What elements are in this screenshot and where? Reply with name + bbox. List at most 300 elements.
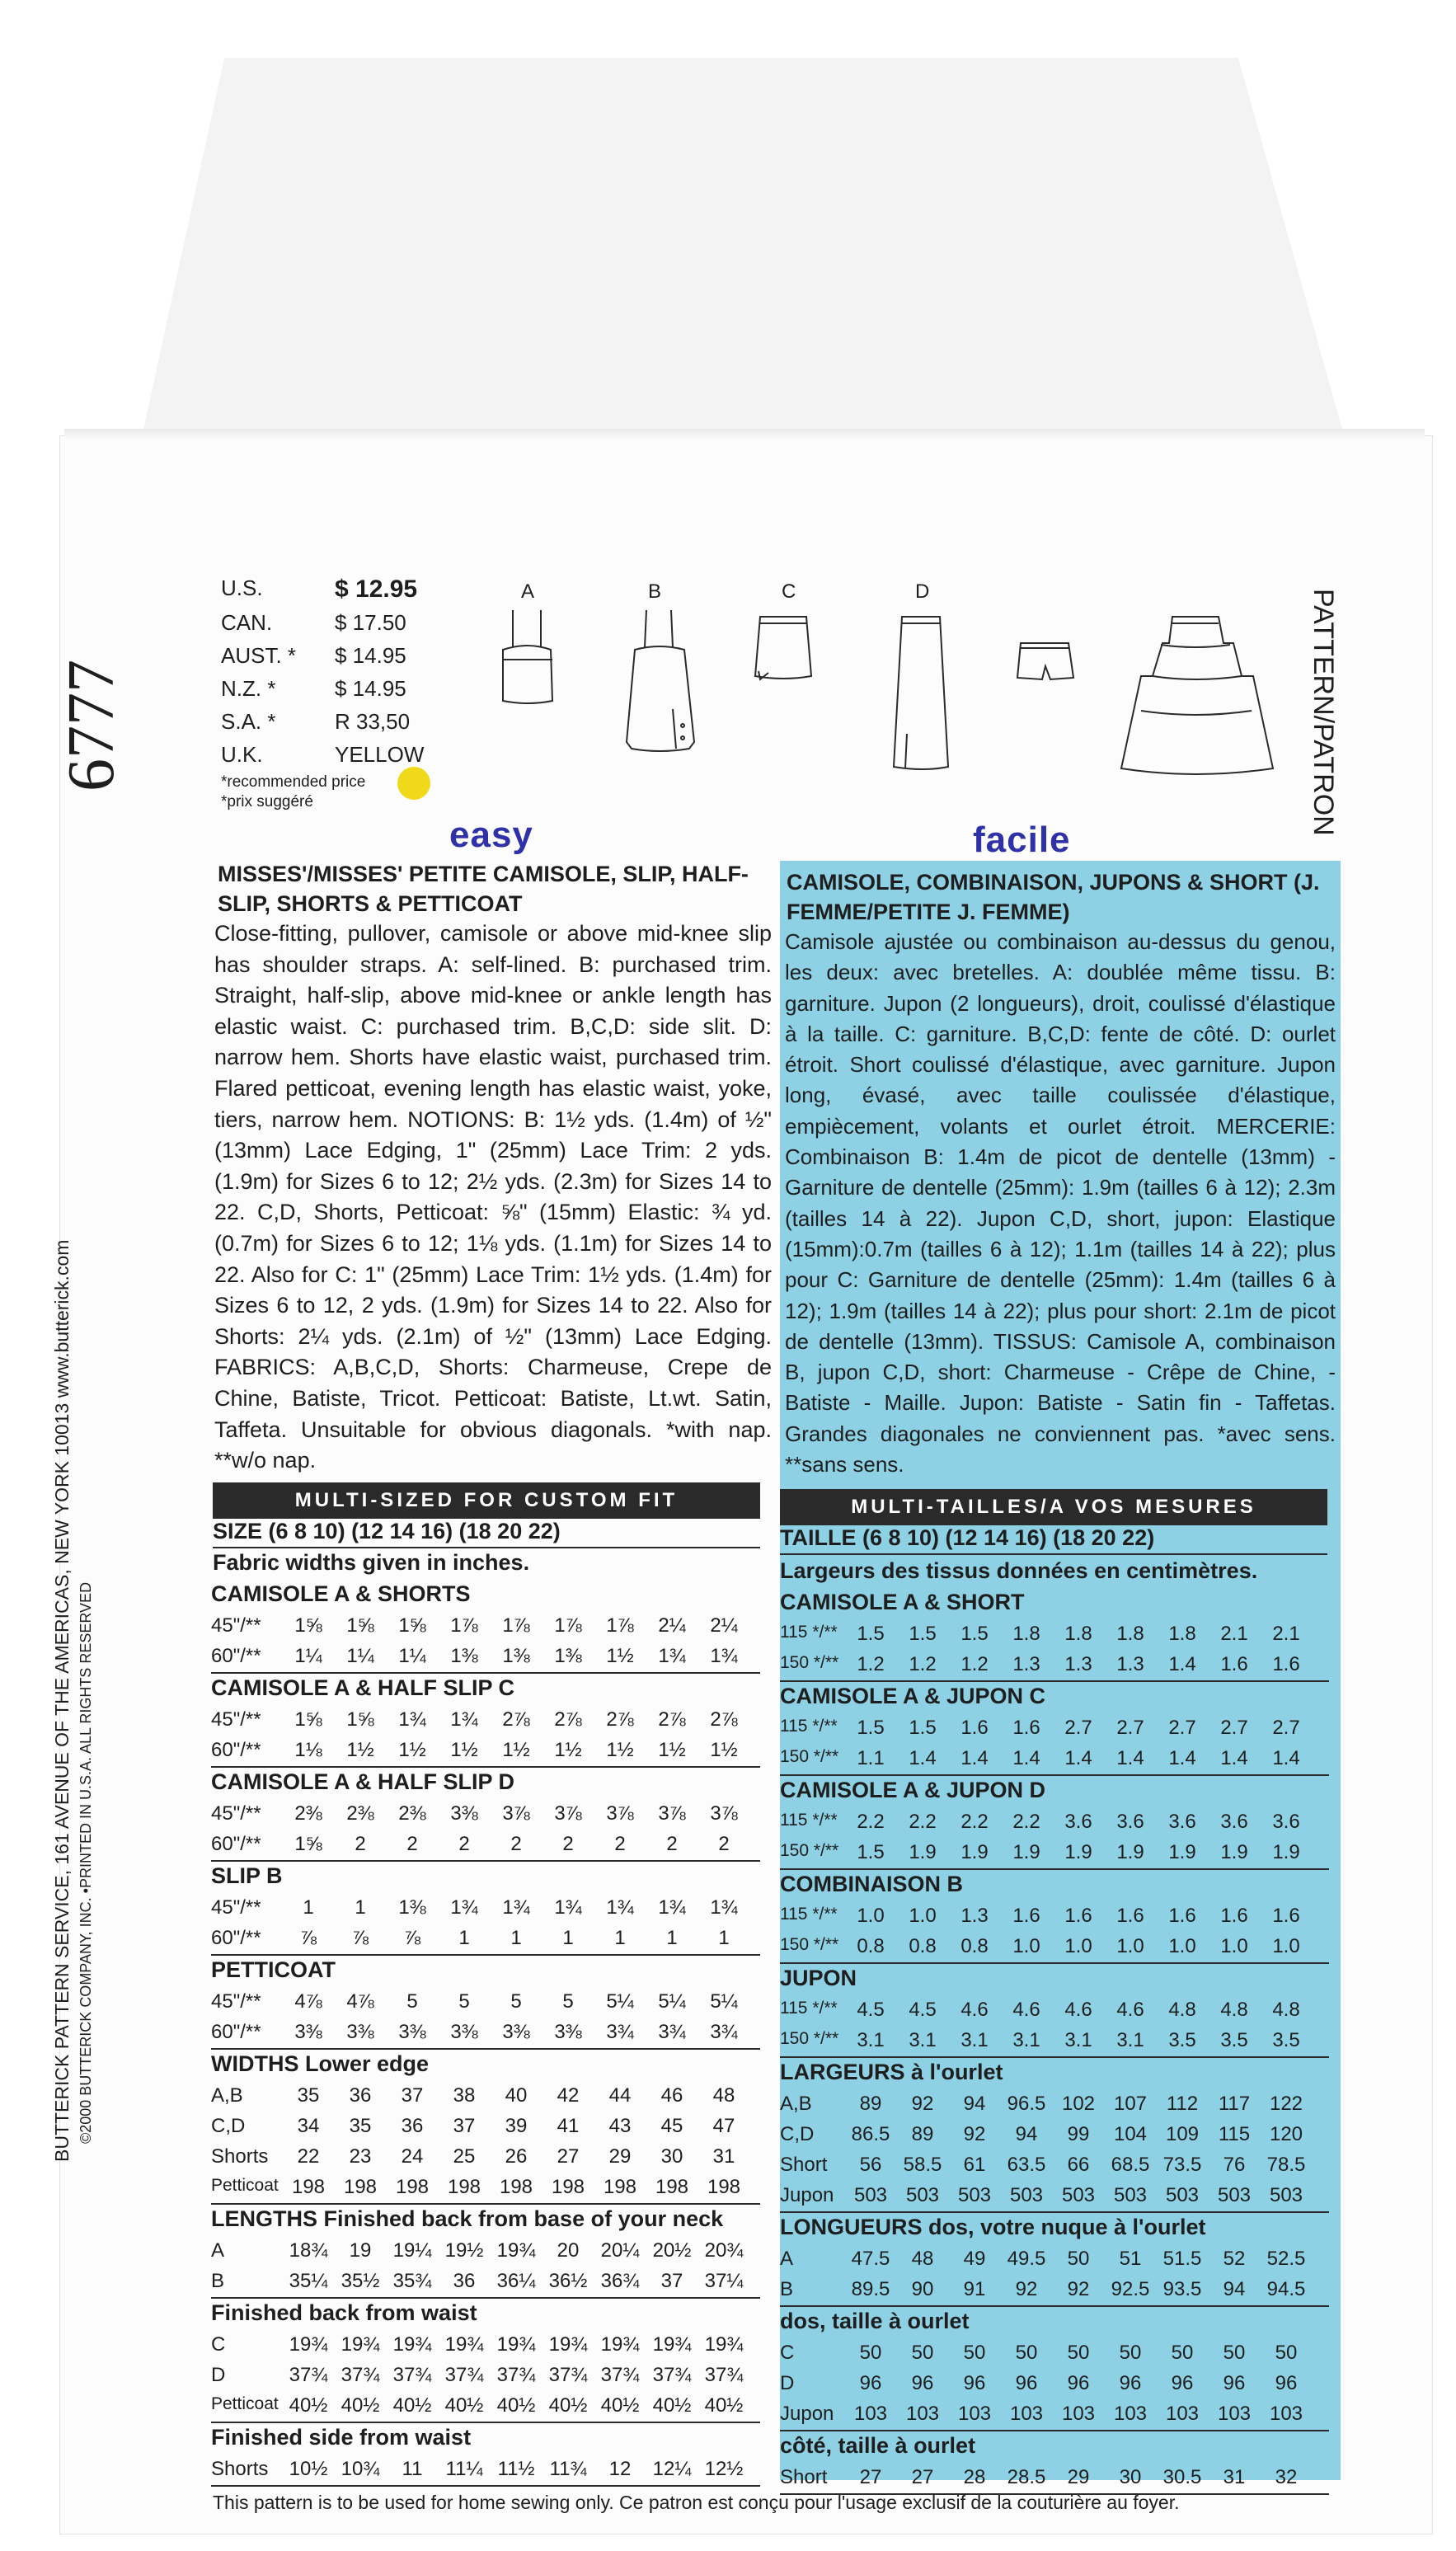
chart-cell: 36¾: [600, 2270, 640, 2292]
chart-cell: 2.1: [1220, 1623, 1248, 1645]
chart-cell: 198: [499, 2176, 533, 2198]
chart-cell: 1.0: [1220, 1935, 1248, 1957]
chart-cell: 3.1: [909, 2029, 937, 2051]
chart-cell: 1.2: [857, 1653, 885, 1675]
chart-cell: 2.2: [857, 1811, 885, 1833]
chart-cell: 37¾: [704, 2364, 744, 2386]
chart-row-label: C,D: [211, 2115, 246, 2137]
chart-cell: 1.9: [1064, 1841, 1092, 1863]
chart-section-title: CAMISOLE A & SHORTS: [211, 1581, 471, 1606]
chart-cell: 4.5: [857, 1999, 885, 2021]
chart-cell: 35¼: [289, 2270, 328, 2292]
chart-cell: 3⅜: [450, 1802, 478, 1825]
chart-cell: 2.2: [909, 1811, 937, 1833]
chart-cell: 3.1: [857, 2029, 885, 2051]
chart-cell: 1.8: [1116, 1623, 1144, 1645]
chart-cell: 103: [1061, 2403, 1096, 2425]
right-chart-banner: MULTI-TAILLES/A VOS MESURES: [780, 1489, 1327, 1525]
chart-cell: 96: [1171, 2372, 1194, 2394]
chart-cell: 1½: [606, 1739, 634, 1761]
chart-cell: 35: [349, 2115, 372, 2137]
chart-cell: 37¾: [341, 2364, 380, 2386]
chart-cell: 96: [1067, 2372, 1090, 2394]
chart-cell: 1⅜: [450, 1645, 478, 1667]
french-body: Camisole ajustée ou combinaison au-dessus du genou, les deux: avec bretelles. A: doublée même tissu. B: garniture. Jupon (2 longueurs), droit, coulissé d'élastique à la taille. C: garniture. B,C,D: fente de côté. D: ourlet étroit. Short coulissé d'élastique, avec garniture. Jupon long, évasé, avec taille coulissée d'élastique, empiècement, volants et ourlet étroit. MERCERIE: Combinaison B: 1.4m de picot de dentelle (13mm) - Garniture de dentelle (25mm): 1.9m (tailles 6 à 12); 2.3m (tailles 14 à 22). Jupon C,D, short, jupon: Elastique (15mm):0.7m (tailles 6 à 12); 1.1m (tailles 14 à 22); plus pour C: Garniture de dentelle (25mm): 1.4m (tailles 6 à 12); 1.9m (tailles 14 à 22); plus pour short: 2.1m de picot de dentelle (13mm). TISSUS: Camisole A, combinaison B, jupon C,D, short: Charmeuse - Crêpe de Chine, - Batiste - Maille. Jupon: Batiste - Satin fin - Taffetas. Grandes diagonales ne conviennent pas. *avec sens. **sans sens.: [785, 929, 1336, 1478]
chart-cell: 23: [349, 2145, 372, 2168]
chart-cell: 61: [963, 2154, 986, 2176]
chart-section-title: Finished side from waist: [211, 2425, 472, 2450]
view-b-sketch: [627, 610, 694, 751]
divider: [780, 2305, 1329, 2307]
chart-row-label: 45"/**: [211, 1708, 261, 1731]
chart-cell: 1⅜: [502, 1645, 530, 1667]
chart-cell: 37: [401, 2084, 424, 2107]
chart-cell: 1¾: [398, 1708, 426, 1731]
chart-cell: 47.5: [851, 2248, 890, 2270]
chart-cell: 2⅜: [294, 1802, 322, 1825]
divider: [780, 2211, 1329, 2213]
chart-cell: 1.6: [1064, 1905, 1092, 1927]
chart-cell: 37¾: [392, 2364, 432, 2386]
chart-cell: 3¾: [606, 2021, 634, 2043]
chart-row-label: A,B: [780, 2093, 812, 2115]
chart-cell: 51.5: [1162, 2248, 1202, 2270]
description-title: MISSES'/MISSES' PETITE CAMISOLE, SLIP, HALF-SLIP, SHORTS & PETTICOAT: [218, 862, 749, 916]
chart-cell: 32: [1275, 2466, 1298, 2488]
chart-cell: 19¾: [341, 2333, 380, 2356]
chart-cell: 35¾: [392, 2270, 432, 2292]
chart-cell: 198: [447, 2176, 481, 2198]
chart-cell: 198: [551, 2176, 585, 2198]
chart-cell: 30: [1119, 2466, 1142, 2488]
chart-cell: 2.7: [1116, 1717, 1144, 1739]
chart-cell: 3.5: [1168, 2029, 1196, 2051]
chart-cell: 50: [1171, 2342, 1194, 2364]
chart-section-title: WIDTHS Lower edge: [211, 2051, 430, 2076]
chart-cell: 1⅛: [294, 1739, 322, 1761]
chart-section-title: LARGEURS à l'ourlet: [780, 2060, 1003, 2084]
chart-cell: 1.4: [1116, 1747, 1144, 1769]
chart-cell: 503: [1113, 2184, 1148, 2206]
chart-cell: 37: [453, 2115, 476, 2137]
chart-cell: 2: [614, 1833, 626, 1855]
chart-cell: 3.1: [960, 2029, 989, 2051]
chart-cell: 1⅝: [294, 1614, 322, 1637]
chart-cell: 36: [453, 2270, 476, 2292]
chart-cell: 73.5: [1162, 2154, 1202, 2176]
price-value: $ 12.95: [335, 576, 418, 603]
chart-cell: 1.9: [960, 1841, 989, 1863]
chart-cell: 3⅞: [606, 1802, 634, 1825]
divider: [780, 1680, 1329, 1682]
chart-cell: 1¼: [398, 1645, 426, 1667]
chart-cell: 5¼: [658, 1990, 686, 2013]
price-note: *recommended price: [221, 773, 366, 791]
chart-cell: 4.6: [1116, 1999, 1144, 2021]
chart-cell: 1.0: [1064, 1935, 1092, 1957]
chart-cell: 40½: [392, 2394, 432, 2417]
chart-cell: 2⅞: [554, 1708, 582, 1731]
view-label: A: [521, 580, 535, 603]
chart-cell: 3⅜: [554, 2021, 582, 2043]
chart-row-label: A,B: [211, 2084, 243, 2107]
chart-cell: 19¾: [289, 2333, 328, 2356]
divider: [780, 1868, 1329, 1870]
chart-cell: 50: [1067, 2342, 1090, 2364]
chart-cell: 35: [297, 2084, 320, 2107]
chart-cell: 1.5: [960, 1623, 989, 1645]
chart-row-label: 150 */**: [780, 1935, 839, 1954]
divider: [211, 2048, 760, 2050]
chart-cell: 1.9: [1272, 1841, 1300, 1863]
chart-cell: 96: [911, 2372, 934, 2394]
chart-cell: 1.3: [960, 1905, 989, 1927]
french-title: CAMISOLE, COMBINAISON, JUPONS & SHORT (J. FEMME/PETITE J. FEMME): [787, 870, 1320, 924]
chart-cell: 19: [349, 2239, 372, 2262]
chart-cell: 12: [608, 2458, 632, 2480]
chart-cell: 40½: [548, 2394, 588, 2417]
price-row: [221, 610, 444, 643]
view-d-sketch: [894, 617, 948, 769]
chart-cell: 1.6: [1012, 1717, 1040, 1739]
chart-cell: 50: [911, 2342, 934, 2364]
price-country: N.Z. *: [221, 676, 276, 701]
chart-cell: 2¼: [710, 1614, 738, 1637]
chart-cell: 1.4: [1012, 1747, 1040, 1769]
chart-cell: 4.8: [1272, 1999, 1300, 2021]
chart-row-label: Short: [780, 2154, 828, 2176]
chart-cell: 2.1: [1272, 1623, 1300, 1645]
chart-section-title: LENGTHS Finished back from base of your neck: [211, 2206, 724, 2231]
chart-cell: 51: [1119, 2248, 1142, 2270]
chart-cell: 49: [963, 2248, 986, 2270]
chart-cell: 1: [458, 1927, 470, 1949]
price-country: U.S.: [221, 576, 263, 600]
chart-row-label: 150 */**: [780, 1841, 839, 1860]
chart-cell: 96: [1015, 2372, 1038, 2394]
chart-section-title: Finished back from waist: [211, 2300, 477, 2325]
chart-cell: 1.4: [960, 1747, 989, 1769]
footer-note: This pattern is to be used for home sewing only. Ce patron est conçu pour l'usage exclusif de la couturière au foyer.: [213, 2492, 1180, 2513]
chart-cell: 3⅜: [398, 2021, 426, 2043]
chart-cell: 58.5: [903, 2154, 942, 2176]
chart-cell: 115: [1218, 2123, 1251, 2145]
chart-cell: 1¾: [554, 1896, 582, 1919]
price-country: AUST. *: [221, 643, 297, 668]
chart-cell: 1.0: [857, 1905, 885, 1927]
chart-cell: 1.5: [857, 1623, 885, 1645]
chart-cell: 40½: [600, 2394, 640, 2417]
chart-cell: 2.7: [1272, 1717, 1300, 1739]
chart-cell: 92.5: [1111, 2278, 1150, 2300]
chart-cell: 22: [297, 2145, 320, 2168]
chart-row-label: 45"/**: [211, 1896, 261, 1919]
chart-cell: 91: [963, 2278, 986, 2300]
chart-row-label: A: [780, 2248, 794, 2270]
price-row: [221, 676, 444, 709]
chart-cell: 1.9: [1168, 1841, 1196, 1863]
chart-cell: 2⅞: [502, 1708, 530, 1731]
chart-row-label: 115 */**: [780, 1905, 838, 1924]
chart-cell: 11¾: [549, 2458, 587, 2480]
chart-cell: 1⅞: [502, 1614, 530, 1637]
chart-cell: 1.0: [1272, 1935, 1300, 1957]
price-value: $ 17.50: [335, 610, 406, 635]
chart-cell: 89: [911, 2123, 934, 2145]
chart-cell: 103: [957, 2403, 992, 2425]
chart-cell: 2: [562, 1833, 574, 1855]
chart-section-title: CAMISOLE A & JUPON D: [780, 1778, 1046, 1802]
chart-cell: 3.6: [1116, 1811, 1144, 1833]
chart-cell: 1.8: [1064, 1623, 1092, 1645]
chart-cell: 503: [1009, 2184, 1044, 2206]
chart-cell: 4⅞: [346, 1990, 374, 2013]
chart-row-label: B: [780, 2278, 794, 2300]
chart-cell: 3⅜: [346, 2021, 374, 2043]
divider: [211, 2485, 760, 2487]
chart-cell: 3.1: [1012, 2029, 1040, 2051]
chart-cell: 31: [1223, 2466, 1246, 2488]
chart-cell: 1.4: [1220, 1747, 1248, 1769]
chart-row-label: D: [780, 2372, 795, 2394]
chart-cell: 92: [911, 2093, 934, 2115]
chart-cell: 29: [1067, 2466, 1090, 2488]
chart-cell: 1: [303, 1896, 314, 1919]
chart-cell: 1½: [346, 1739, 374, 1761]
copyright-line: ©2000 BUTTERICK COMPANY, INC. •PRINTED IN U.S.A. ALL RIGHTS RESERVED: [77, 1581, 94, 2144]
chart-cell: 27: [557, 2145, 580, 2168]
chart-cell: 30.5: [1162, 2466, 1202, 2488]
chart-cell: 24: [401, 2145, 424, 2168]
price-row: [221, 643, 444, 676]
chart-cell: 36: [401, 2115, 424, 2137]
chart-cell: 198: [291, 2176, 326, 2198]
left-chart-subheader: Fabric widths given in inches.: [213, 1550, 530, 1575]
chart-cell: 503: [1061, 2184, 1096, 2206]
chart-cell: 28.5: [1007, 2466, 1046, 2488]
chart-cell: 5¼: [606, 1990, 634, 2013]
chart-cell: 1: [510, 1927, 522, 1949]
chart-cell: 37¾: [289, 2364, 328, 2386]
chart-cell: 44: [608, 2084, 632, 2107]
chart-cell: 96: [963, 2372, 986, 2394]
chart-row-label: 150 */**: [780, 1653, 839, 1672]
price-note: *prix suggéré: [221, 793, 313, 810]
chart-cell: 68.5: [1111, 2154, 1150, 2176]
chart-row-label: 60"/**: [211, 2021, 261, 2043]
chart-row-label: A: [211, 2239, 225, 2262]
chart-cell: 1.4: [1168, 1747, 1196, 1769]
view-label: B: [648, 580, 662, 603]
chart-cell: 92: [963, 2123, 986, 2145]
chart-cell: 120: [1269, 2123, 1303, 2145]
chart-cell: 1½: [554, 1739, 582, 1761]
chart-cell: 89.5: [851, 2278, 890, 2300]
chart-cell: 2⅜: [346, 1802, 374, 1825]
chart-cell: 3⅞: [710, 1802, 738, 1825]
chart-cell: 503: [853, 2184, 888, 2206]
chart-section-title: COMBINAISON B: [780, 1872, 963, 1896]
chart-cell: 103: [1165, 2403, 1200, 2425]
divider: [211, 2203, 760, 2205]
chart-cell: 5: [406, 1990, 418, 2013]
chart-cell: 122: [1269, 2093, 1303, 2115]
chart-cell: ⅞: [403, 1927, 420, 1949]
chart-cell: 1⅜: [398, 1896, 426, 1919]
chart-cell: 31: [712, 2145, 735, 2168]
chart-cell: 11: [402, 2458, 423, 2480]
price-row: [221, 576, 444, 608]
left-size-header: SIZE (6 8 10) (12 14 16) (18 20 22): [213, 1519, 561, 1543]
chart-cell: 1.6: [1012, 1905, 1040, 1927]
chart-cell: 45: [660, 2115, 683, 2137]
chart-row-label: 45"/**: [211, 1990, 261, 2013]
chart-cell: 50: [1223, 2342, 1246, 2364]
chart-row-label: 115 */**: [780, 1623, 838, 1642]
chart-cell: 198: [395, 2176, 430, 2198]
chart-cell: 1.0: [1168, 1935, 1196, 1957]
chart-cell: 96.5: [1007, 2093, 1046, 2115]
view-label: C: [782, 580, 796, 603]
chart-row-label: Shorts: [211, 2458, 269, 2480]
chart-cell: 1⅝: [398, 1614, 426, 1637]
chart-cell: 103: [905, 2403, 940, 2425]
chart-section-title: dos, taille à ourlet: [780, 2309, 970, 2333]
chart-cell: 19¾: [444, 2333, 484, 2356]
chart-cell: 4.6: [1064, 1999, 1092, 2021]
chart-cell: 11¼: [445, 2458, 483, 2480]
chart-cell: 1⅞: [554, 1614, 582, 1637]
chart-cell: 1.6: [1272, 1653, 1300, 1675]
chart-cell: 1⅝: [294, 1708, 322, 1731]
chart-cell: 2: [406, 1833, 418, 1855]
chart-cell: 104: [1113, 2123, 1148, 2145]
divider: [211, 1954, 760, 1956]
chart-cell: 37¾: [444, 2364, 484, 2386]
chart-row-label: Jupon: [780, 2184, 834, 2206]
chart-cell: 198: [343, 2176, 378, 2198]
chart-cell: 1.4: [909, 1747, 937, 1769]
chart-row-label: 150 */**: [780, 1747, 839, 1766]
chart-cell: 1.9: [909, 1841, 937, 1863]
chart-row-label: 115 */**: [780, 1999, 838, 2018]
chart-cell: 1.6: [1116, 1905, 1144, 1927]
chart-cell: 2: [666, 1833, 678, 1855]
chart-cell: 2¼: [658, 1614, 686, 1637]
chart-cell: 1.2: [960, 1653, 989, 1675]
chart-cell: 92: [1015, 2278, 1038, 2300]
chart-cell: 107: [1113, 2093, 1148, 2115]
chart-cell: 56: [859, 2154, 882, 2176]
chart-cell: 2⅞: [710, 1708, 738, 1731]
chart-cell: 198: [603, 2176, 637, 2198]
chart-row-label: 45"/**: [211, 1614, 261, 1637]
chart-cell: 1½: [502, 1739, 530, 1761]
shorts-sketch: [1017, 643, 1073, 679]
chart-cell: 37¾: [496, 2364, 536, 2386]
divider: [780, 1553, 1327, 1555]
chart-row-label: Shorts: [211, 2145, 269, 2168]
chart-cell: 0.8: [960, 1935, 989, 1957]
chart-cell: 2.7: [1064, 1717, 1092, 1739]
chart-cell: 1.6: [1220, 1653, 1248, 1675]
chart-cell: 43: [608, 2115, 632, 2137]
chart-cell: 109: [1165, 2123, 1200, 2145]
chart-cell: 40: [505, 2084, 528, 2107]
chart-cell: 1.0: [1116, 1935, 1144, 1957]
chart-section-title: PETTICOAT: [211, 1957, 336, 1982]
yellow-dot-icon: [397, 767, 430, 800]
chart-cell: 4.6: [1012, 1999, 1040, 2021]
chart-cell: 1.4: [1272, 1747, 1300, 1769]
chart-cell: 4.5: [909, 1999, 937, 2021]
chart-cell: 27: [859, 2466, 882, 2488]
chart-cell: 4.6: [960, 1999, 989, 2021]
chart-cell: 3⅞: [658, 1802, 686, 1825]
chart-cell: 1.6: [960, 1717, 989, 1739]
chart-row-label: 45"/**: [211, 1802, 261, 1825]
divider: [211, 2297, 760, 2299]
chart-cell: 37¾: [548, 2364, 588, 2386]
chart-cell: 19½: [444, 2239, 484, 2262]
chart-cell: 117: [1218, 2093, 1251, 2115]
chart-cell: 20¾: [704, 2239, 744, 2262]
facile-label: facile: [973, 820, 1071, 860]
chart-cell: 19¾: [600, 2333, 640, 2356]
chart-cell: 1½: [398, 1739, 426, 1761]
chart-row-label: Short: [780, 2466, 828, 2488]
chart-cell: 4.8: [1168, 1999, 1196, 2021]
chart-cell: 52: [1223, 2248, 1246, 2270]
chart-cell: 94: [963, 2093, 986, 2115]
chart-cell: 1¾: [658, 1645, 686, 1667]
chart-cell: 1½: [710, 1739, 738, 1761]
chart-cell: 1.8: [1168, 1623, 1196, 1645]
chart-cell: 2⅜: [398, 1802, 426, 1825]
divider: [211, 2422, 760, 2423]
price-value: YELLOW: [335, 742, 425, 767]
chart-cell: 94: [1015, 2123, 1038, 2145]
chart-cell: 1⅝: [346, 1708, 374, 1731]
chart-cell: 40½: [444, 2394, 484, 2417]
description-body: Close-fitting, pullover, camisole or above mid-knee slip has shoulder straps. A: self-lined. B: purchased trim. Straight, half-slip, above mid-knee or ankle length has elastic waist. C: purchased trim. B,C,D: side slit. D: narrow hem. Shorts have elastic waist, purchased trim. Flared petticoat, evening length has elastic waist, yoke, tiers, narrow hem. NOTIONS: B: 1½ yds. (1.4m) of ½" (13mm) Lace Edging, 1" (25mm) Lace Trim: 2 yds. (1.9m) for Sizes 6 to 12; 2½ yds. (2.3m) for Sizes 14 to 22. C,D, Shorts, Petticoat: ⅝" (15mm) Elastic: ¾ yd. (0.7m) for Sizes 6 to 12; 1⅛ yds. (1.1m) for Sizes 14 to 22. Also for C: 1" (25mm) Lace Trim: 1½ yds. (1.4m) for Sizes 6 to 12, 2 yds. (1.9m) for Sizes 14 to 22. Also for Shorts: 2¼ yds. (2.1m) of ½" (13mm) Lace Edging. FABRICS: A,B,C,D, Shorts: Charmeuse, Crepe de Chine, Batiste, Tricot. Petticoat: Batiste, Lt.wt. Satin, Taffeta. Unsuitable for obvious diagonals. *with nap. **w/o nap.: [214, 921, 772, 1473]
chart-cell: 10½: [289, 2458, 328, 2480]
chart-cell: 20¼: [600, 2239, 640, 2262]
chart-cell: 37¾: [600, 2364, 640, 2386]
chart-cell: 48: [911, 2248, 934, 2270]
chart-cell: 103: [1217, 2403, 1252, 2425]
chart-cell: ⅞: [299, 1927, 317, 1949]
view-a-sketch: [503, 610, 552, 703]
price-country: CAN.: [221, 610, 273, 635]
chart-cell: 1¼: [294, 1645, 322, 1667]
chart-cell: 103: [1269, 2403, 1303, 2425]
chart-cell: 78.5: [1266, 2154, 1306, 2176]
chart-cell: 1⅝: [346, 1614, 374, 1637]
chart-cell: 93.5: [1162, 2278, 1202, 2300]
chart-cell: 99: [1067, 2123, 1090, 2145]
chart-cell: 2.7: [1220, 1717, 1248, 1739]
chart-cell: 41: [557, 2115, 580, 2137]
left-chart-banner: MULTI-SIZED FOR CUSTOM FIT: [213, 1482, 760, 1519]
chart-cell: 4⅞: [294, 1990, 322, 2013]
chart-section-title: CAMISOLE A & SHORT: [780, 1590, 1025, 1614]
chart-cell: 50: [859, 2342, 882, 2364]
chart-cell: 92: [1067, 2278, 1090, 2300]
publisher-line: BUTTERICK PATTERN SERVICE, 161 AVENUE OF THE AMERICAS, NEW YORK 10013 www.butterick.com: [51, 1239, 73, 2162]
chart-cell: 1: [614, 1927, 626, 1949]
chart-cell: 1: [355, 1896, 366, 1919]
